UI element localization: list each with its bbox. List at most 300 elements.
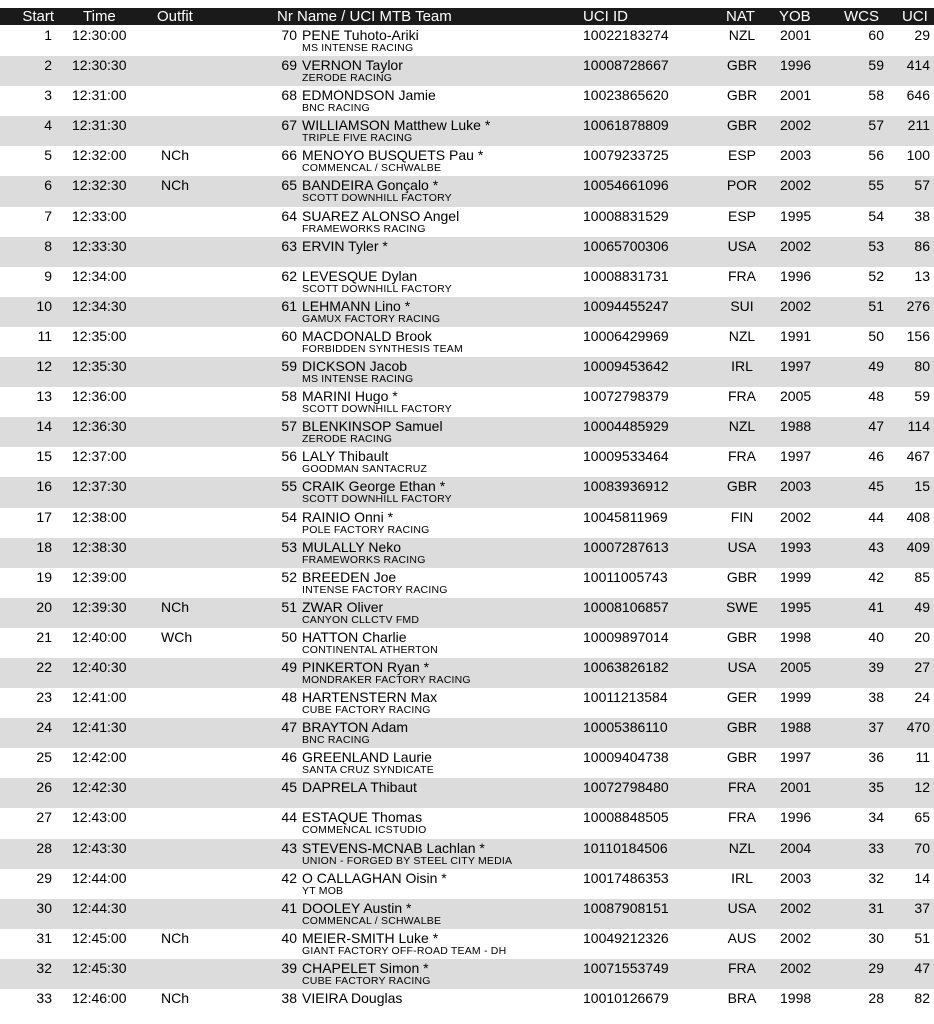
start-time: 12:44:00 — [72, 869, 127, 886]
rider-name: O CALLAGHAN Oisin * — [302, 869, 447, 886]
wcs-ranking: 52 — [868, 267, 884, 284]
uci-id: 10006429969 — [583, 327, 669, 344]
year-of-birth: 2003 — [780, 478, 812, 495]
wcs-ranking: 51 — [868, 297, 884, 314]
start-position: 23 — [36, 689, 52, 706]
uci-id: 10045811969 — [583, 508, 668, 525]
rider-name: DAPRELA Thibaut — [302, 779, 417, 796]
start-position: 8 — [44, 237, 52, 254]
year-of-birth: 1997 — [780, 749, 812, 766]
rider-name: RAINIO Onni * — [302, 508, 394, 525]
bib-number: 50 — [281, 628, 297, 645]
bib-number: 46 — [281, 749, 297, 766]
table-row — [0, 598, 934, 628]
start-time: 12:34:00 — [72, 267, 127, 284]
team-name: MONDRAKER FACTORY RACING — [302, 673, 471, 686]
team-name: MS INTENSE RACING — [302, 373, 414, 386]
bib-number: 53 — [281, 538, 297, 555]
rider-name: PINKERTON Ryan * — [302, 658, 430, 675]
wcs-ranking: 53 — [868, 237, 884, 254]
wcs-ranking: 33 — [868, 839, 884, 856]
start-time: 12:32:00 — [72, 147, 127, 164]
start-position: 26 — [36, 779, 52, 796]
wcs-ranking: 48 — [868, 388, 884, 405]
wcs-ranking: 60 — [868, 27, 884, 43]
start-time: 12:31:30 — [72, 117, 127, 134]
wcs-ranking: 32 — [868, 869, 884, 886]
table-row — [0, 297, 934, 327]
uci-points: 20 — [914, 628, 930, 645]
uci-points: 467 — [906, 448, 930, 465]
start-position: 25 — [36, 749, 52, 766]
start-time: 12:33:30 — [72, 237, 127, 254]
wcs-ranking: 36 — [868, 749, 884, 766]
year-of-birth: 2003 — [780, 869, 812, 886]
table-header — [0, 8, 934, 25]
nationality: USA — [727, 899, 757, 916]
header-start: Start — [22, 8, 54, 25]
start-position: 28 — [36, 839, 52, 856]
table-row — [0, 658, 934, 688]
team-name: YT MOB — [302, 884, 344, 897]
rider-name: SUAREZ ALONSO Angel — [302, 207, 460, 224]
start-time: 12:44:30 — [72, 899, 127, 916]
nationality: GBR — [726, 87, 758, 104]
bib-number: 56 — [281, 448, 297, 465]
uci-id: 10072798379 — [583, 388, 669, 405]
nationality: FRA — [728, 267, 756, 284]
table-row — [0, 508, 934, 538]
uci-points: 276 — [906, 297, 930, 314]
uci-id: 10010126679 — [583, 990, 669, 1006]
nationality: NZL — [728, 839, 756, 856]
nationality: USA — [727, 538, 757, 555]
start-time: 12:39:30 — [72, 598, 127, 615]
team-name: SCOTT DOWNHILL FACTORY — [302, 282, 452, 295]
wcs-ranking: 42 — [868, 568, 884, 585]
uci-points: 27 — [914, 658, 930, 675]
team-name: FRAMEWORKS RACING — [302, 553, 426, 566]
year-of-birth: 1995 — [780, 207, 812, 224]
uci-id: 10072798480 — [583, 779, 669, 796]
bib-number: 44 — [281, 809, 297, 826]
uci-id: 10004485929 — [583, 418, 669, 435]
start-time: 12:36:00 — [72, 388, 127, 405]
header-yob: YOB — [779, 8, 811, 25]
uci-points: 156 — [906, 327, 930, 344]
wcs-ranking: 38 — [868, 689, 884, 706]
table-row — [0, 839, 934, 869]
team-name: MS INTENSE RACING — [302, 42, 414, 54]
start-position: 33 — [36, 990, 52, 1006]
bib-number: 60 — [281, 327, 297, 344]
bib-number: 57 — [281, 418, 297, 435]
bib-number: 62 — [281, 267, 297, 284]
year-of-birth: 2002 — [780, 237, 812, 254]
nationality: SUI — [730, 297, 754, 314]
bib-number: 42 — [281, 869, 297, 886]
year-of-birth: 2002 — [780, 177, 812, 194]
team-name: UNION - FORGED BY STEEL CITY MEDIA — [302, 854, 513, 867]
rider-name: LEHMANN Lino * — [302, 297, 411, 314]
year-of-birth: 2001 — [780, 779, 812, 796]
start-time: 12:35:00 — [72, 327, 127, 344]
start-position: 30 — [36, 899, 52, 916]
wcs-ranking: 50 — [868, 327, 884, 344]
table-row — [0, 237, 934, 267]
nationality: POR — [726, 177, 758, 194]
start-position: 21 — [36, 628, 52, 645]
year-of-birth: 2003 — [780, 147, 812, 164]
year-of-birth: 2001 — [780, 27, 812, 43]
team-name: TRIPLE FIVE RACING — [302, 132, 413, 145]
uci-id: 10079233725 — [583, 147, 669, 164]
rider-name: LALY Thibault — [302, 448, 389, 465]
uci-points: 100 — [906, 147, 930, 164]
wcs-ranking: 54 — [868, 207, 884, 224]
year-of-birth: 1996 — [780, 267, 812, 284]
nationality: GBR — [726, 719, 758, 736]
bib-number: 49 — [281, 658, 297, 675]
start-position: 16 — [36, 478, 52, 495]
bib-number: 54 — [281, 508, 297, 525]
uci-id: 10008728667 — [583, 57, 669, 74]
nationality: GBR — [726, 628, 758, 645]
start-list-table — [0, 26, 934, 1019]
rider-name: LEVESQUE Dylan — [302, 267, 418, 284]
bib-number: 58 — [281, 388, 297, 405]
year-of-birth: 2002 — [780, 297, 812, 314]
uci-points: 65 — [914, 809, 930, 826]
team-name: COMMENCAL ICSTUDIO — [302, 824, 427, 837]
uci-points: 49 — [914, 598, 930, 615]
year-of-birth: 1998 — [780, 990, 812, 1006]
header-uci-id: UCI ID — [583, 8, 628, 25]
nationality: GBR — [726, 749, 758, 766]
uci-points: 211 — [907, 117, 930, 134]
rider-name: ZWAR Oliver — [302, 598, 384, 615]
rider-name: MENOYO BUSQUETS Pau * — [302, 147, 484, 164]
rider-name: HATTON Charlie — [302, 628, 407, 645]
table-row — [0, 899, 934, 929]
uci-points: 59 — [914, 388, 930, 405]
team-name: SCOTT DOWNHILL FACTORY — [302, 493, 452, 506]
uci-points: 646 — [906, 87, 930, 104]
uci-id: 10054661096 — [583, 177, 669, 194]
nationality: BRA — [727, 990, 757, 1006]
uci-id: 10007287613 — [583, 538, 669, 555]
start-position: 29 — [36, 869, 52, 886]
team-name: SANTA CRUZ SYNDICATE — [302, 764, 434, 777]
uci-id: 10008831731 — [583, 267, 669, 284]
nationality: GER — [726, 689, 758, 706]
uci-points: 70 — [914, 839, 930, 856]
rider-name: CHAPELET Simon * — [302, 959, 429, 976]
rider-name: BANDEIRA Gonçalo * — [302, 177, 439, 194]
table-row — [0, 176, 934, 206]
uci-id: 10008848505 — [583, 809, 669, 826]
header-time: Time — [83, 8, 116, 25]
team-name: COMMENCAL / SCHWALBE — [302, 914, 442, 927]
team-name: COMMENCAL / SCHWALBE — [302, 162, 442, 175]
wcs-ranking: 45 — [868, 478, 884, 495]
uci-id: 10011213584 — [583, 689, 668, 706]
uci-points: 37 — [914, 899, 930, 916]
year-of-birth: 2002 — [780, 929, 812, 946]
start-time: 12:40:30 — [72, 658, 127, 675]
start-time: 12:45:30 — [72, 959, 127, 976]
year-of-birth: 1995 — [780, 598, 812, 615]
uci-id: 10005386110 — [583, 719, 668, 736]
team-name: GAMUX FACTORY RACING — [302, 312, 441, 325]
start-position: 9 — [44, 267, 52, 284]
uci-id: 10022183274 — [583, 27, 669, 43]
bib-number: 64 — [281, 207, 297, 224]
team-name: ZERODE RACING — [302, 433, 393, 446]
outfit: NCh — [161, 147, 190, 164]
start-time: 12:34:30 — [72, 297, 127, 314]
bib-number: 39 — [281, 959, 297, 976]
wcs-ranking: 47 — [868, 418, 884, 435]
bib-number: 48 — [281, 689, 297, 706]
wcs-ranking: 30 — [868, 929, 884, 946]
year-of-birth: 1997 — [780, 448, 812, 465]
start-time: 12:31:00 — [72, 87, 127, 104]
uci-id: 10065700306 — [583, 237, 669, 254]
nationality: GBR — [726, 117, 758, 134]
outfit: NCh — [161, 929, 190, 946]
uci-points: 470 — [906, 719, 930, 736]
nationality: ESP — [727, 147, 756, 164]
table-row — [0, 26, 934, 56]
table-row — [0, 778, 934, 808]
bib-number: 65 — [281, 177, 297, 194]
bib-number: 43 — [281, 839, 297, 856]
nationality: NZL — [728, 418, 756, 435]
wcs-ranking: 34 — [868, 809, 884, 826]
start-position: 27 — [36, 809, 52, 826]
start-position: 22 — [36, 658, 52, 675]
table-row — [0, 568, 934, 598]
year-of-birth: 1988 — [780, 418, 812, 435]
wcs-ranking: 57 — [868, 117, 884, 134]
uci-points: 24 — [914, 689, 930, 706]
rider-name: VIEIRA Douglas — [302, 990, 403, 1006]
table-row — [0, 477, 934, 507]
team-name: CUBE FACTORY RACING — [302, 704, 431, 717]
start-position: 15 — [36, 448, 52, 465]
year-of-birth: 1991 — [780, 327, 812, 344]
uci-points: 86 — [914, 237, 930, 254]
wcs-ranking: 43 — [868, 538, 884, 555]
nationality: USA — [727, 658, 757, 675]
rider-name: MARINI Hugo * — [302, 388, 398, 405]
uci-points: 409 — [906, 538, 930, 555]
wcs-ranking: 49 — [868, 358, 884, 375]
start-position: 14 — [36, 418, 52, 435]
start-position: 11 — [37, 327, 52, 344]
rider-name: VERNON Taylor — [302, 57, 403, 74]
rider-name: EDMONDSON Jamie — [302, 87, 436, 104]
uci-id: 10049212326 — [583, 929, 669, 946]
nationality: GBR — [726, 568, 758, 585]
outfit: NCh — [161, 990, 190, 1006]
uci-id: 10061878809 — [583, 117, 669, 134]
team-name: SCOTT DOWNHILL FACTORY — [302, 192, 452, 205]
wcs-ranking: 39 — [868, 658, 884, 675]
start-position: 13 — [36, 388, 52, 405]
table-row — [0, 538, 934, 568]
team-name: CONTINENTAL ATHERTON — [302, 643, 438, 656]
rider-name: PENE Tuhoto-Ariki — [302, 27, 419, 43]
bib-number: 68 — [281, 87, 297, 104]
uci-id: 10083936912 — [583, 478, 669, 495]
outfit: NCh — [161, 177, 190, 194]
start-time: 12:45:00 — [72, 929, 127, 946]
table-row — [0, 327, 934, 357]
bib-number: 38 — [281, 990, 297, 1006]
uci-id: 10023865620 — [583, 87, 669, 104]
wcs-ranking: 35 — [868, 779, 884, 796]
nationality: FIN — [730, 508, 754, 525]
uci-id: 10094455247 — [583, 297, 669, 314]
year-of-birth: 2005 — [780, 658, 812, 675]
team-name: CANYON CLLCTV FMD — [302, 613, 420, 626]
bib-number: 40 — [281, 929, 297, 946]
start-time: 12:33:00 — [72, 207, 127, 224]
header-outfit: Outfit — [157, 8, 193, 25]
uci-id: 10087908151 — [583, 899, 669, 916]
wcs-ranking: 28 — [868, 990, 884, 1006]
nationality: NZL — [728, 327, 756, 344]
start-time: 12:38:30 — [72, 538, 127, 555]
bib-number: 45 — [281, 779, 297, 796]
start-position: 5 — [44, 147, 52, 164]
uci-points: 114 — [907, 418, 930, 435]
uci-points: 13 — [914, 267, 930, 284]
start-position: 17 — [36, 508, 52, 525]
year-of-birth: 1997 — [780, 358, 812, 375]
start-position: 12 — [36, 358, 52, 375]
rider-name: ERVIN Tyler * — [302, 237, 388, 254]
start-time: 12:35:30 — [72, 358, 127, 375]
bib-number: 55 — [281, 478, 297, 495]
start-position: 6 — [44, 177, 52, 194]
wcs-ranking: 29 — [868, 959, 884, 976]
year-of-birth: 2002 — [780, 117, 812, 134]
uci-points: 47 — [914, 959, 930, 976]
wcs-ranking: 46 — [868, 448, 884, 465]
team-name: FRAMEWORKS RACING — [302, 222, 426, 235]
rider-name: HARTENSTERN Max — [302, 689, 438, 706]
start-time: 12:46:00 — [72, 990, 127, 1006]
nationality: GBR — [726, 57, 758, 74]
uci-id: 10017486353 — [583, 869, 669, 886]
start-position: 3 — [44, 87, 52, 104]
uci-points: 11 — [915, 749, 930, 766]
table-row — [0, 357, 934, 387]
rider-name: CRAIK George Ethan * — [302, 478, 446, 495]
table-row — [0, 447, 934, 477]
uci-points: 12 — [914, 779, 930, 796]
table-row — [0, 718, 934, 748]
rider-name: BREEDEN Joe — [302, 568, 397, 585]
nationality: FRA — [728, 779, 756, 796]
year-of-birth: 1996 — [780, 57, 812, 74]
bib-number: 63 — [281, 237, 297, 254]
uci-id: 10009453642 — [583, 358, 669, 375]
start-position: 7 — [44, 207, 52, 224]
nationality: FRA — [728, 809, 756, 826]
start-time: 12:43:00 — [72, 809, 127, 826]
rider-name: BRAYTON Adam — [302, 719, 409, 736]
wcs-ranking: 58 — [868, 87, 884, 104]
start-time: 12:36:30 — [72, 418, 127, 435]
team-name: POLE FACTORY RACING — [302, 523, 430, 536]
uci-points: 51 — [914, 929, 930, 946]
start-position: 24 — [36, 719, 52, 736]
nationality: NZL — [728, 27, 756, 43]
rider-name: STEVENS-MCNAB Lachlan * — [302, 839, 485, 856]
start-position: 18 — [36, 538, 52, 555]
year-of-birth: 2002 — [780, 508, 812, 525]
nationality: ESP — [727, 207, 756, 224]
start-position: 20 — [36, 598, 52, 615]
start-time: 12:37:30 — [72, 478, 127, 495]
table-row — [0, 417, 934, 447]
year-of-birth: 2005 — [780, 388, 812, 405]
wcs-ranking: 56 — [868, 147, 884, 164]
start-time: 12:42:30 — [72, 779, 127, 796]
nationality: USA — [727, 237, 757, 254]
bib-number: 52 — [281, 568, 297, 585]
start-position: 4 — [44, 117, 52, 134]
uci-id: 10011005743 — [583, 568, 668, 585]
uci-id: 10063826182 — [583, 658, 669, 675]
team-name: BNC RACING — [302, 734, 370, 747]
uci-points: 14 — [914, 869, 930, 886]
table-row — [0, 959, 934, 989]
uci-id: 10008106857 — [583, 598, 669, 615]
year-of-birth: 2001 — [780, 87, 812, 104]
wcs-ranking: 37 — [868, 719, 884, 736]
header-uci-points: UCI — [902, 8, 928, 25]
start-time: 12:37:00 — [72, 448, 127, 465]
bib-number: 51 — [281, 598, 297, 615]
nationality: AUS — [727, 929, 757, 946]
start-time: 12:39:00 — [72, 568, 127, 585]
team-name: BNC RACING — [302, 102, 370, 115]
table-row — [0, 748, 934, 778]
team-name: CUBE FACTORY RACING — [302, 974, 431, 987]
bib-number: 66 — [281, 147, 297, 164]
start-time: 12:42:00 — [72, 749, 127, 766]
start-time: 12:40:00 — [72, 628, 127, 645]
start-time: 12:38:00 — [72, 508, 127, 525]
uci-id: 10009404738 — [583, 749, 669, 766]
bib-number: 41 — [281, 899, 297, 916]
uci-points: 57 — [914, 177, 930, 194]
rider-name: GREENLAND Laurie — [302, 749, 432, 766]
uci-points: 29 — [914, 27, 930, 43]
bib-number: 61 — [281, 297, 297, 314]
uci-points: 80 — [914, 358, 930, 375]
uci-id: 10009533464 — [583, 448, 669, 465]
bib-number: 47 — [281, 719, 297, 736]
uci-id: 10110184506 — [583, 839, 668, 856]
start-position: 1 — [44, 27, 52, 43]
uci-points: 82 — [914, 990, 930, 1006]
